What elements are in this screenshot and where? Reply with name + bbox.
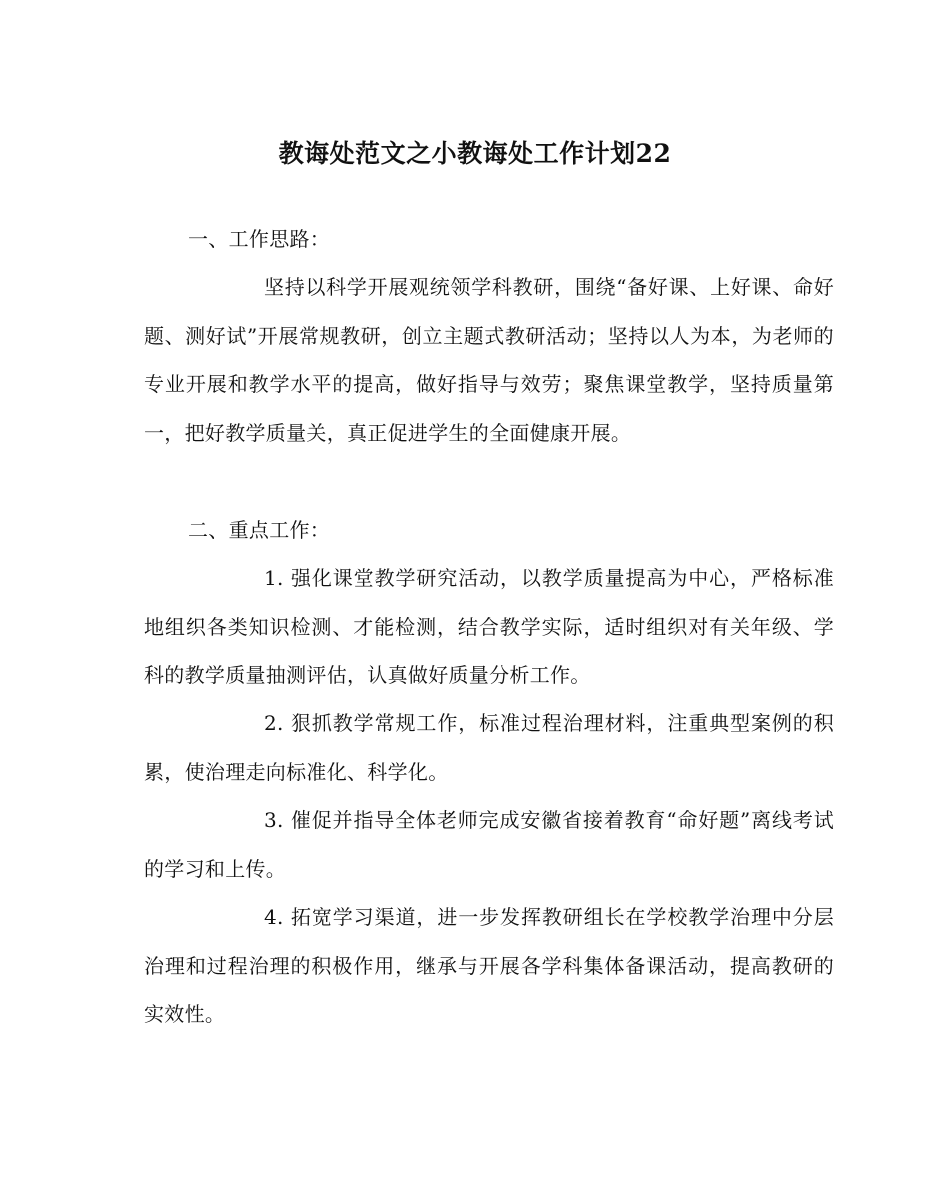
list-item-key-work-2: 2. 狠抓教学常规工作，标准过程治理材料，注重典型案例的积累，使治理走向标准化、科学化。 — [144, 711, 834, 784]
paragraph-work-ideas: 坚持以科学开展观统领学科教研，围绕“备好课、上好课、命好题、测好试”开展常规教研，创立主题式教研活动；坚持以人为本，为老师的专业开展和教学水平的提高，做好指导与效劳；聚焦课堂教学，坚持质量第一，把好教学质量关，真正促进学生的全面健康开展。 — [144, 275, 834, 445]
section-heading-key-work: 二、重点工作： — [188, 518, 331, 542]
list-item-key-work-3: 3. 催促并指导全体老师完成安徽省接着教育“命好题”离线考试的学习和上传。 — [144, 808, 834, 881]
list-item-key-work-4: 4. 拓宽学习渠道，进一步发挥教研组长在学校教学治理中分层治理和过程治理的积极作用，继承与开展各学科集体备课活动，提高教研的实效性。 — [144, 905, 834, 1026]
section-heading-work-ideas: 一、工作思路： — [188, 227, 331, 251]
list-item-key-work-1: 1. 强化课堂教学研究活动，以教学质量提高为中心，严格标准地组织各类知识检测、才能检测，结合教学实际，适时组织对有关年级、学科的教学质量抽测评估，认真做好质量分析工作。 — [144, 566, 834, 687]
document-title: 教诲处范文之小教诲处工作计划22 — [278, 139, 672, 168]
